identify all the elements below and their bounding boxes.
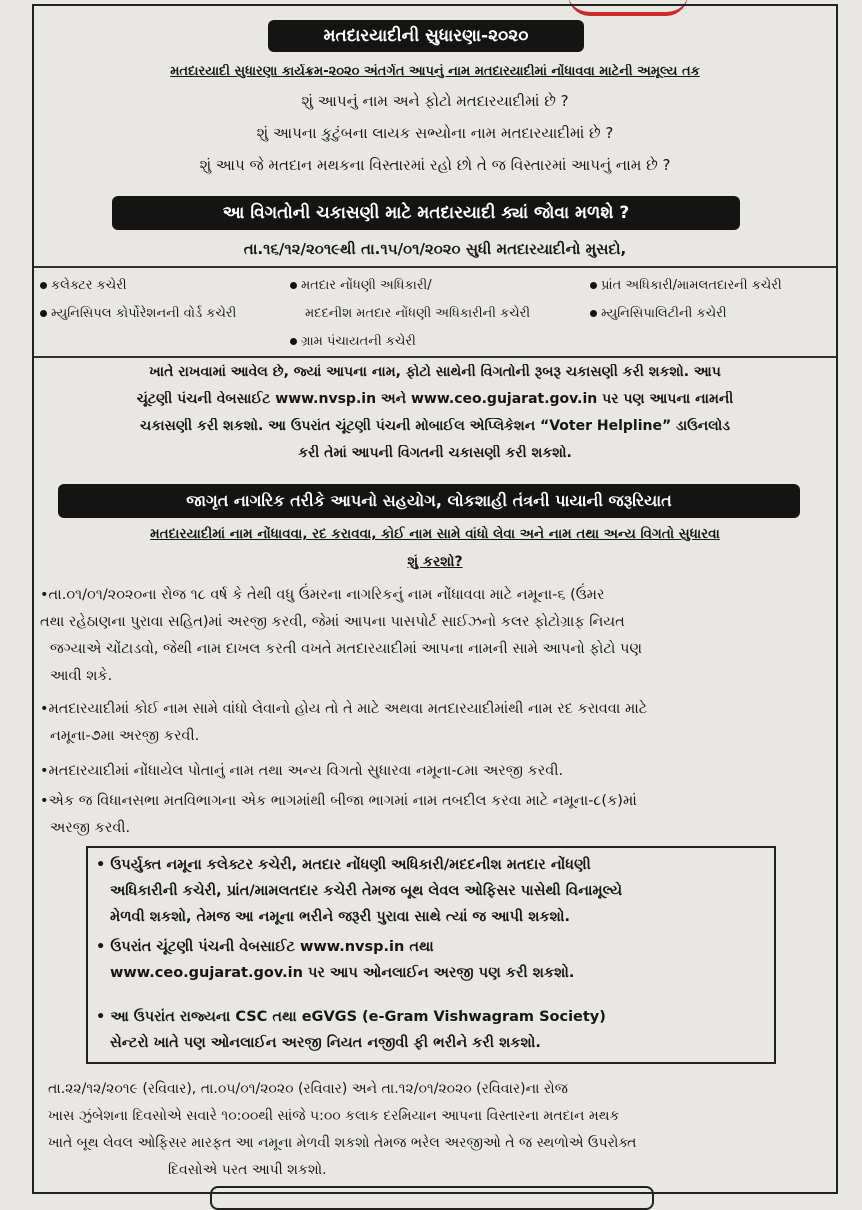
check-para-line: ચૂંટણી પંચની વેબસાઈટ www.nvsp.in અને www.ceo.gujarat.gov.in પર પણ આપના નામની bbox=[136, 391, 734, 407]
question-2: શું આપના કુટુંબના લાયક સભ્યોના નામ મતદારયાદીમાં છે ? bbox=[256, 124, 614, 142]
what-to-do-heading: શું કરશો? bbox=[407, 554, 463, 570]
question-1: શું આપનું નામ અને ફોટો મતદારયાદીમાં છે ? bbox=[301, 92, 569, 110]
where-to-check-heading: આ વિગતોની ચકાસણી માટે મતદારયાદી ક્યાં જોવા મળશે ? bbox=[112, 196, 740, 230]
subtitle: મતદારયાદી સુધારણા કાર્યક્રમ-૨૦૨૦ અંતર્ગત આપનું નામ મતદારયાદીમાં નોંધાવવા માટેની અમૂલ્ય તક bbox=[170, 64, 700, 79]
box-bullet-website: • ઉપરાંત ચૂંટણી પંચની વેબસાઈટ www.nvsp.in તથા www.ceo.gujarat.gov.in પર આપ ઓનલાઈન અરજી પણ કરી શકશો. bbox=[96, 939, 575, 981]
box-bullet-csc: • આ ઉપરાંત રાજ્યના CSC તથા eGVGS (e-Gram Vishwagram Society) સેન્ટરો ખાતે પણ ઓનલાઈન અરજી નિયત નજીવી ફી ભરીને કરી શકશો. bbox=[96, 1009, 606, 1051]
divider bbox=[34, 266, 836, 268]
box-bullet-offices: • ઉપર્યુક્ત નમૂના કલેક્ટર કચેરી, મતદાર નોંધણી અધિકારી/મદદનીશ મતદાર નોંધણી અધિકારીની કચેરી, પ્રાંત/મામલતદાર કચેરી તેમજ બૂથ લેવલ ઓફિસર પાસેથી વિનામૂલ્યે મેળવી શકશો, તેમજ આ નમૂના ભરીને જરૂરી પુરાવા સાથે ત્યાં જ આપી શકશો. bbox=[96, 857, 623, 925]
draft-dates: તા.૧૬/૧૨/૨૦૧૯થી તા.૧૫/૦૧/૨૦૨૦ સુધી મતદારયાદીનો મુસદો, bbox=[243, 240, 627, 258]
bullet-form-7: •મતદારયાદીમાં કોઈ નામ સામે વાંધો લેવાનો હોય તો તે માટે અથવા મતદારયાદીમાંથી નામ રદ કરાવવા માટે નમૂના-૭મા અરજી કરવી. bbox=[40, 701, 648, 744]
office-item: પ્રાંત અધિકારી/મામલતદારની કચેરી bbox=[590, 278, 782, 293]
divider bbox=[34, 356, 836, 358]
what-to-do-heading: મતદારયાદીમાં નામ નોંધાવવા, રદ કરાવવા, કોઈ નામ સામે વાંધો લેવા અને નામ તથા અન્ય વિગતો સુધારવા bbox=[150, 526, 720, 542]
bullet-form-6: •તા.૦૧/૦૧/૨૦૨૦ના રોજ ૧૮ વર્ષ કે તેથી વધુ ઉંમરના નાગરિકનું નામ નોંધાવવા માટે નમૂના-૬ (ઉંમર તથા રહેઠાણના પુરાવા સહિત)માં અરજી કરવી, જેમાં આપના પાસપોર્ટ સાઈઝનો કલર ફોટોગ્રાફ નિયત જગ્યાએ ચોંટાડવો, જેથી નામ દાખલ કરતી વખતે મતદારયાદીમાં આપના નામની સામે આપનો ફોટો પણ આવી શકે. bbox=[40, 587, 643, 684]
bullet-form-8a: •એક જ વિધાનસભા મતવિભાગના એક ભાગમાંથી બીજા ભાગમાં નામ તબદીલ કરવા માટે નમૂના-૮(ક)માં અરજી કરવી. bbox=[40, 793, 637, 836]
check-para-line: ચકાસણી કરી શકશો. આ ઉપરાંત ચૂંટણી પંચની મોબાઈલ એપ્લિકેશન “Voter Helpline” ડાઉનલોડ bbox=[140, 418, 730, 434]
check-para-line: ખાતે રાખવામાં આવેલ છે, જ્યાં આપના નામ, ફોટો સાથેની વિગતોની રૂબરૂ ચકાસણી કરી શકશો. આપ bbox=[149, 364, 721, 380]
office-item: કલેક્ટર કચેરી bbox=[40, 278, 127, 293]
office-item: મતદાર નોંધણી અધિકારી/ bbox=[290, 278, 432, 293]
special-campaign: તા.૨૨/૧૨/૨૦૧૯ (રવિવાર), તા.૦૫/૦૧/૨૦૨૦ (રવિવાર) અને તા.૧૨/૦૧/૨૦૨૦ (રવિવાર)ના રોજ ખાસ ઝુંબેશના દિવસોએ સવારે ૧૦:૦૦થી સાંજે ૫:૦૦ કલાક દરમિયાન આપના વિસ્તારના મતદાન મથક ખાતે બૂથ લેવલ ઓફિસર મારફત આ નમૂના મેળવી શકશો તેમજ ભરેલ અરજીઓ તે જ સ્થળોએ ઉપરોક્ત દિવસોએ પરત આપી શકશો. bbox=[48, 1081, 637, 1178]
bottom-banner-edge bbox=[210, 1186, 654, 1210]
citizen-heading: જાગૃત નાગરિક તરીકે આપનો સહયોગ, લોકશાહી તંત્રની પાયાની જરૂરિયાત bbox=[58, 484, 800, 518]
check-para-line: કરી તેમાં આપની વિગતની ચકાસણી કરી શકશો. bbox=[298, 445, 572, 461]
page-title: મતદારયાદીની સુધારણા-૨૦૨૦ bbox=[268, 20, 584, 52]
question-3: શું આપ જે મતદાન મથકના વિસ્તારમાં રહો છો તે જ વિસ્તારમાં આપનું નામ છે ? bbox=[199, 156, 671, 174]
office-item: મદદનીશ મતદાર નોંધણી અધિકારીની કચેરી bbox=[305, 306, 531, 321]
office-item: મ્યુનિસિપાલિટીની કચેરી bbox=[590, 306, 727, 321]
office-item: ગ્રામ પંચાયતની કચેરી bbox=[290, 334, 416, 349]
bullet-form-8: •મતદારયાદીમાં નોંધાયેલ પોતાનું નામ તથા અન્ય વિગતો સુધારવા નમૂના-૮મા અરજી કરવી. bbox=[40, 763, 564, 779]
office-item: મ્યુનિસિપલ કોર્પોરેશનની વોર્ડ કચેરી bbox=[40, 306, 236, 321]
